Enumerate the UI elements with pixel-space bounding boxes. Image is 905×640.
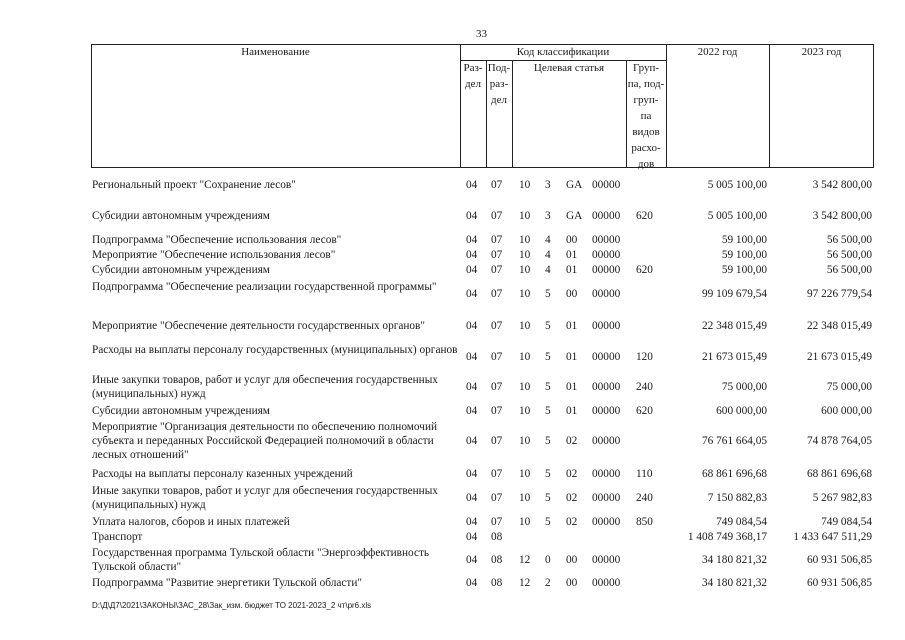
- cell-year1: 600 000,00: [716, 405, 767, 417]
- cell-year1: 59 100,00: [721, 234, 767, 246]
- cell-podrazdel: 07: [491, 288, 503, 300]
- cell-podrazdel: 07: [491, 351, 503, 363]
- cell-target-4: 00000: [592, 577, 621, 589]
- cell-target-4: 00000: [592, 249, 621, 261]
- cell-target-4: 00000: [592, 351, 621, 363]
- cell-year1: 76 761 664,05: [702, 435, 767, 447]
- cell-target-4: 00000: [592, 405, 621, 417]
- cell-year2: 74 878 764,05: [807, 435, 872, 447]
- cell-target-4: 00000: [592, 468, 621, 480]
- cell-year1: 5 005 100,00: [707, 210, 767, 222]
- cell-razdel: 04: [466, 492, 478, 504]
- cell-target-3: 01: [566, 320, 578, 332]
- cell-target-3: 02: [566, 435, 578, 447]
- cell-target-2: 2: [545, 577, 551, 589]
- cell-target-1: 10: [519, 492, 531, 504]
- cell-target-4: 00000: [592, 179, 621, 191]
- cell-year2: 1 433 647 511,29: [793, 531, 872, 543]
- cell-razdel: 04: [466, 531, 478, 543]
- cell-target-2: 5: [545, 381, 551, 393]
- cell-target-2: 5: [545, 492, 551, 504]
- header-code-group: Код классификации: [516, 46, 610, 58]
- cell-year1: 59 100,00: [721, 264, 767, 276]
- cell-group: 620: [636, 210, 653, 222]
- row-name: Субсидии автономным учреждениям: [92, 405, 270, 417]
- cell-year1: 7 150 882,83: [707, 492, 767, 504]
- cell-year1: 21 673 015,49: [702, 351, 767, 363]
- row-name: Региональный проект "Сохранение лесов": [92, 179, 296, 191]
- cell-podrazdel: 07: [491, 468, 503, 480]
- cell-target-3: 00: [566, 554, 578, 566]
- cell-target-2: 5: [545, 435, 551, 447]
- cell-razdel: 04: [466, 468, 478, 480]
- cell-year2: 60 931 506,85: [807, 554, 872, 566]
- cell-target-2: 5: [545, 405, 551, 417]
- cell-year1: 5 005 100,00: [707, 179, 767, 191]
- cell-group: 240: [636, 492, 653, 504]
- cell-year1: 59 100,00: [721, 249, 767, 261]
- cell-target-4: 00000: [592, 492, 621, 504]
- header-podrazdel: Под- раз- дел: [487, 62, 511, 106]
- cell-group: 850: [636, 516, 653, 528]
- row-name: Расходы на выплаты персоналу государственных (муниципальных) органов: [92, 344, 458, 356]
- cell-target-1: 10: [519, 516, 531, 528]
- cell-target-4: 00000: [592, 264, 621, 276]
- cell-podrazdel: 08: [491, 577, 503, 589]
- cell-razdel: 04: [466, 381, 478, 393]
- cell-target-1: 10: [519, 468, 531, 480]
- cell-target-3: 00: [566, 234, 578, 246]
- cell-year1: 22 348 015,49: [702, 320, 767, 332]
- cell-year2: 97 226 779,54: [807, 288, 872, 300]
- cell-podrazdel: 07: [491, 516, 503, 528]
- cell-podrazdel: 07: [491, 435, 503, 447]
- cell-target-4: 00000: [592, 554, 621, 566]
- cell-target-2: 4: [545, 249, 551, 261]
- cell-year2: 60 931 506,85: [807, 577, 872, 589]
- cell-razdel: 04: [466, 320, 478, 332]
- cell-target-1: 10: [519, 320, 531, 332]
- cell-podrazdel: 07: [491, 492, 503, 504]
- cell-year1: 34 180 821,32: [702, 554, 767, 566]
- cell-target-2: 5: [545, 320, 551, 332]
- cell-target-2: 3: [545, 179, 551, 191]
- cell-target-4: 00000: [592, 381, 621, 393]
- cell-razdel: 04: [466, 554, 478, 566]
- row-name: Субсидии автономным учреждениям: [92, 210, 270, 222]
- cell-year1: 68 861 696,68: [702, 468, 767, 480]
- header-razdel: Раз- дел: [463, 62, 483, 90]
- cell-year2: 22 348 015,49: [807, 320, 872, 332]
- cell-razdel: 04: [466, 435, 478, 447]
- cell-target-3: 00: [566, 288, 578, 300]
- header-year2: 2023 год: [801, 46, 842, 58]
- cell-target-4: 00000: [592, 210, 621, 222]
- cell-podrazdel: 07: [491, 320, 503, 332]
- cell-razdel: 04: [466, 179, 478, 191]
- cell-year1: 1 408 749 368,17: [687, 531, 767, 543]
- header-name: Наименование: [241, 46, 310, 58]
- row-name: Мероприятие "Обеспечение использования лесов": [92, 249, 336, 261]
- cell-target-2: 4: [545, 234, 551, 246]
- row-name: Расходы на выплаты персоналу казенных учреждений: [92, 468, 353, 480]
- cell-target-4: 00000: [592, 320, 621, 332]
- cell-razdel: 04: [466, 516, 478, 528]
- cell-target-3: 01: [566, 405, 578, 417]
- row-name: Государственная программа Тульской области "Энергоэффективность Тульской области": [92, 547, 430, 573]
- cell-group: 620: [636, 405, 653, 417]
- cell-target-1: 10: [519, 234, 531, 246]
- cell-year2: 3 542 800,00: [812, 179, 872, 191]
- cell-target-3: 02: [566, 516, 578, 528]
- cell-target-1: 10: [519, 210, 531, 222]
- cell-razdel: 04: [466, 210, 478, 222]
- row-name: Мероприятие "Обеспечение деятельности государственных органов": [92, 320, 426, 332]
- cell-target-1: 12: [519, 577, 531, 589]
- cell-target-3: 02: [566, 468, 578, 480]
- cell-target-4: 00000: [592, 234, 621, 246]
- cell-target-1: 10: [519, 435, 531, 447]
- cell-year2: 3 542 800,00: [812, 210, 872, 222]
- cell-group: 110: [636, 468, 653, 480]
- cell-target-1: 10: [519, 264, 531, 276]
- row-name: Подпрограмма "Развитие энергетики Тульской области": [92, 577, 362, 589]
- cell-group: 240: [636, 381, 653, 393]
- cell-year2: 56 500,00: [826, 264, 872, 276]
- header-target-article: Целевая статья: [533, 62, 605, 74]
- row-name: Уплата налогов, сборов и иных платежей: [92, 516, 290, 528]
- cell-year2: 68 861 696,68: [807, 468, 872, 480]
- row-name: Подпрограмма "Обеспечение использования лесов": [92, 234, 342, 246]
- row-name: Субсидии автономным учреждениям: [92, 264, 270, 276]
- cell-target-2: 3: [545, 210, 551, 222]
- cell-razdel: 04: [466, 351, 478, 363]
- file-path-footer: D:\Д\Д7\2021\ЗАКОНЫ\ЗАС_28\Зак_изм. бюджет ТО 2021-2023_2 чт\pr6.xls: [92, 601, 372, 610]
- cell-podrazdel: 07: [491, 210, 503, 222]
- cell-target-4: 00000: [592, 516, 621, 528]
- header-group: Груп- па, под- груп- па видов расхо- дов: [627, 62, 665, 170]
- cell-year2: 56 500,00: [826, 249, 872, 261]
- cell-target-3: 02: [566, 492, 578, 504]
- cell-razdel: 04: [466, 234, 478, 246]
- cell-podrazdel: 07: [491, 381, 503, 393]
- cell-podrazdel: 07: [491, 249, 503, 261]
- cell-year2: 75 000,00: [826, 381, 872, 393]
- cell-target-3: GA: [566, 210, 583, 222]
- row-name: Подпрограмма "Обеспечение реализации государственной программы": [92, 281, 437, 293]
- cell-target-3: 00: [566, 577, 578, 589]
- cell-target-2: 5: [545, 468, 551, 480]
- cell-target-2: 5: [545, 516, 551, 528]
- cell-razdel: 04: [466, 577, 478, 589]
- cell-target-3: 01: [566, 351, 578, 363]
- cell-podrazdel: 07: [491, 405, 503, 417]
- cell-group: 620: [636, 264, 653, 276]
- row-name: Мероприятие "Организация деятельности по обеспечению полномочий субъекта и переданных Российской Федерацией полномочий в области лесных отношений": [92, 421, 438, 461]
- cell-podrazdel: 07: [491, 234, 503, 246]
- cell-target-1: 10: [519, 405, 531, 417]
- cell-target-3: 01: [566, 249, 578, 261]
- cell-target-1: 10: [519, 288, 531, 300]
- cell-year1: 749 084,54: [716, 516, 767, 528]
- cell-target-4: 00000: [592, 288, 621, 300]
- row-name: Иные закупки товаров, работ и услуг для обеспечения государственных (муниципальных) нужд: [92, 485, 438, 511]
- cell-razdel: 04: [466, 288, 478, 300]
- cell-razdel: 04: [466, 405, 478, 417]
- page-number: 33: [476, 28, 487, 40]
- cell-year2: 56 500,00: [826, 234, 872, 246]
- cell-group: 120: [636, 351, 653, 363]
- cell-target-3: GA: [566, 179, 583, 191]
- cell-podrazdel: 08: [491, 531, 503, 543]
- cell-target-1: 10: [519, 249, 531, 261]
- cell-target-4: 00000: [592, 435, 621, 447]
- cell-year2: 600 000,00: [821, 405, 872, 417]
- cell-target-1: 10: [519, 381, 531, 393]
- cell-target-2: 4: [545, 264, 551, 276]
- cell-year2: 21 673 015,49: [807, 351, 872, 363]
- cell-podrazdel: 08: [491, 554, 503, 566]
- row-name: Транспорт: [92, 531, 143, 543]
- header-year1: 2022 год: [697, 46, 738, 58]
- cell-razdel: 04: [466, 249, 478, 261]
- cell-target-3: 01: [566, 264, 578, 276]
- cell-year1: 34 180 821,32: [702, 577, 767, 589]
- cell-razdel: 04: [466, 264, 478, 276]
- cell-year2: 5 267 982,83: [812, 492, 872, 504]
- cell-target-1: 12: [519, 554, 531, 566]
- cell-year2: 749 084,54: [821, 516, 872, 528]
- cell-podrazdel: 07: [491, 179, 503, 191]
- cell-target-1: 10: [519, 179, 531, 191]
- cell-podrazdel: 07: [491, 264, 503, 276]
- row-name: Иные закупки товаров, работ и услуг для обеспечения государственных (муниципальных) нужд: [92, 374, 438, 400]
- cell-target-3: 01: [566, 381, 578, 393]
- cell-year1: 99 109 679,54: [702, 288, 767, 300]
- cell-target-2: 5: [545, 288, 551, 300]
- cell-year1: 75 000,00: [721, 381, 767, 393]
- cell-target-1: 10: [519, 351, 531, 363]
- cell-target-2: 5: [545, 351, 551, 363]
- cell-target-2: 0: [545, 554, 551, 566]
